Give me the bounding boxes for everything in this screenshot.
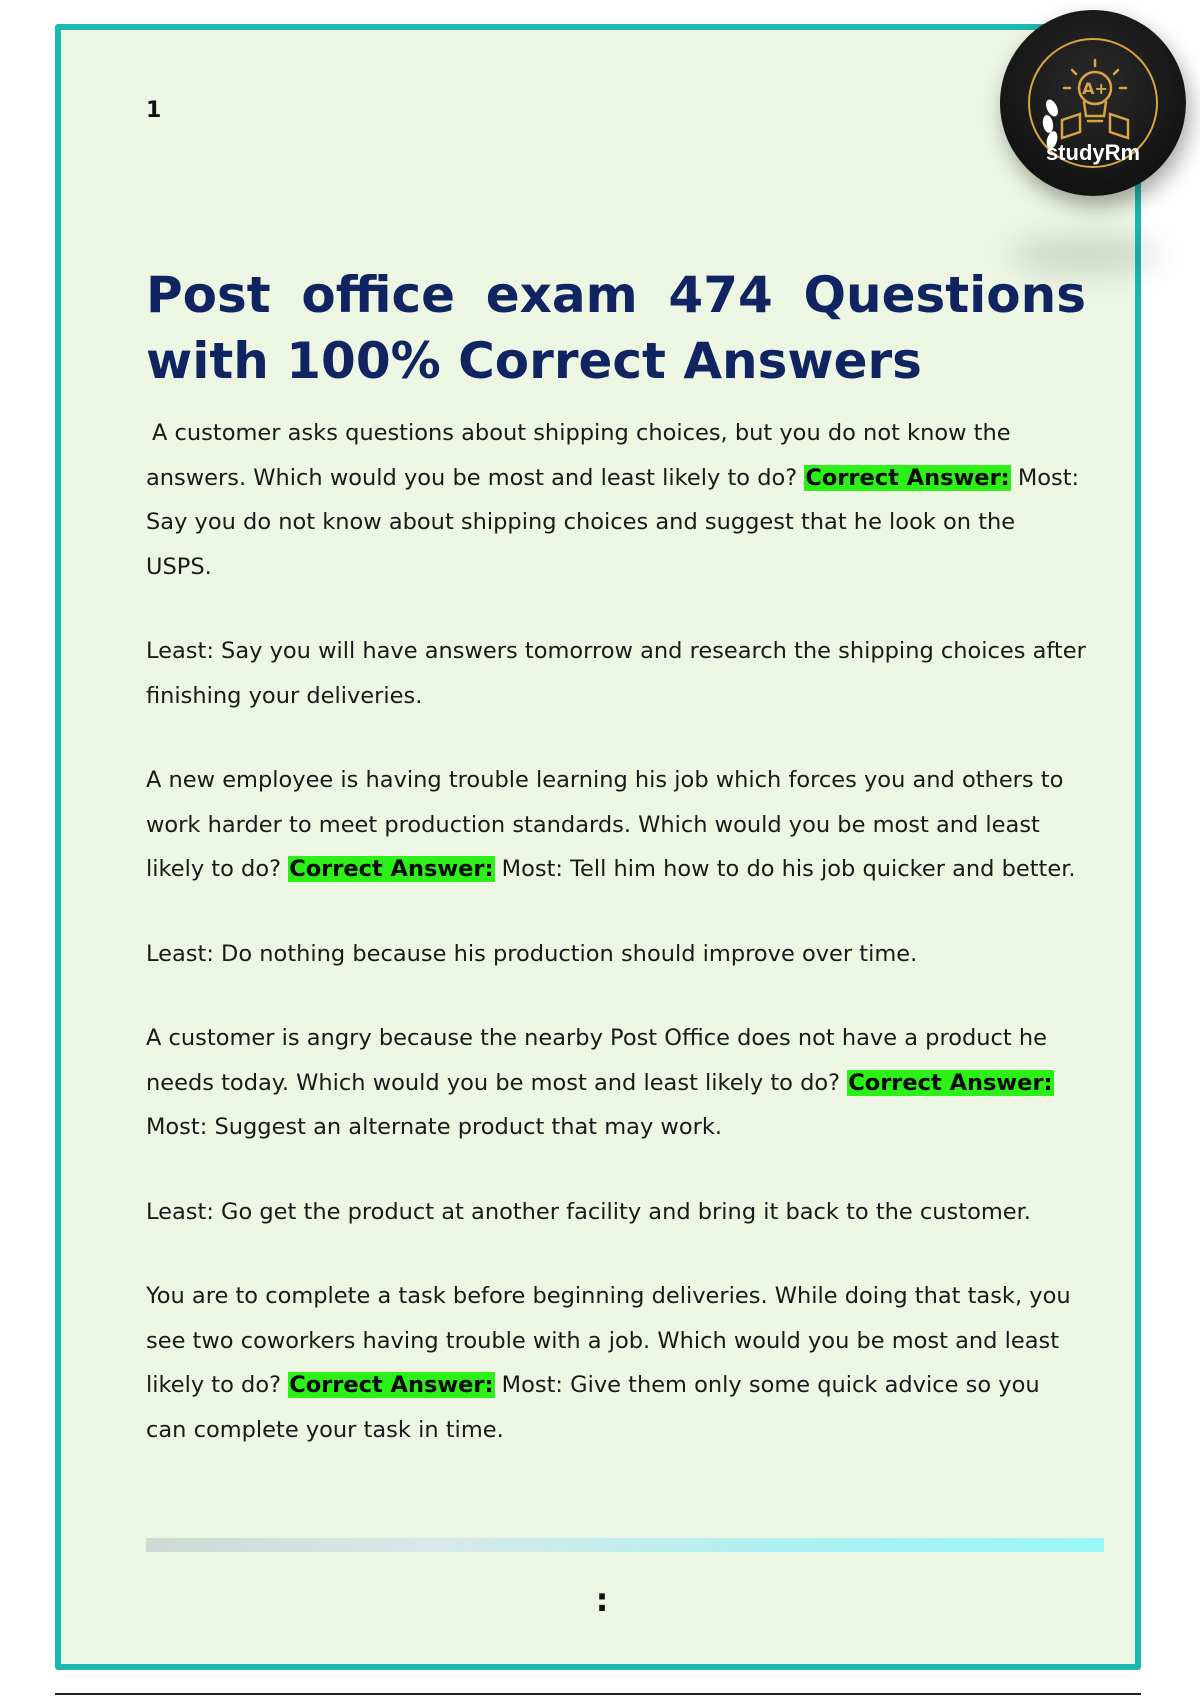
correct-answer-label: Correct Answer: (805, 464, 1010, 491)
document-title: Post office exam 474 Questions with 100% Correct Answers (146, 266, 1086, 390)
logo-badge-text: A+ (1082, 79, 1108, 98)
section-divider (146, 1538, 1104, 1552)
answer-least: Least: Go get the product at another facility and bring it back to the customer. (146, 1198, 1031, 1225)
answer-most: Most: Suggest an alternate product that may work. (146, 1114, 723, 1140)
answer-most: Most: Tell him how to do his job quicker and better. (501, 856, 1076, 882)
answer-most: Most: Say you do not know about shipping choices and suggest that he look on the USPS. (146, 464, 1080, 580)
question-text: A customer is angry because the nearby Post Office does not have a product he needs today. Which would you be most and least likely to do? (146, 1025, 1047, 1096)
question-paragraph (146, 1274, 1086, 1452)
question-paragraph (146, 758, 1086, 892)
question-text: You are to complete a task before beginning deliveries. While doing that task, you see two coworkers having trouble with a job. Which would you be most and least likely to do? (146, 1283, 1071, 1398)
answer-least: Least: Do nothing because his production should improve over time. (146, 940, 918, 967)
answer-least: Least: Say you will have answers tomorrow and research the shipping choices after finishing your deliveries. (146, 638, 1086, 709)
question-text: A customer asks questions about shipping choices, but you do not know the answers. Which would you be most and least likely to do? (146, 420, 1011, 491)
question-paragraph (146, 411, 1086, 589)
correct-answer-label: Correct Answer: (848, 1069, 1053, 1096)
correct-answer-label: Correct Answer: (289, 856, 494, 882)
question-text: A new employee is having trouble learning his job which forces you and others to work harder to meet production standards. Which would you be most and least likely to do? (146, 767, 1064, 882)
correct-answer-label: Correct Answer: (289, 1372, 494, 1398)
question-paragraph (146, 1016, 1086, 1150)
qa-content (146, 411, 1086, 1492)
lightbulb-icon (1000, 10, 1186, 196)
continuation-marker: : (595, 1581, 609, 1619)
answer-most: Most: Give them only some quick advice so you can complete your task in time. (146, 1372, 1040, 1443)
page-number: 1 (146, 98, 162, 123)
page-bottom-rule (55, 1693, 1141, 1695)
studyrm-logo (1000, 10, 1186, 196)
logo-text: studyRm (1045, 140, 1141, 165)
